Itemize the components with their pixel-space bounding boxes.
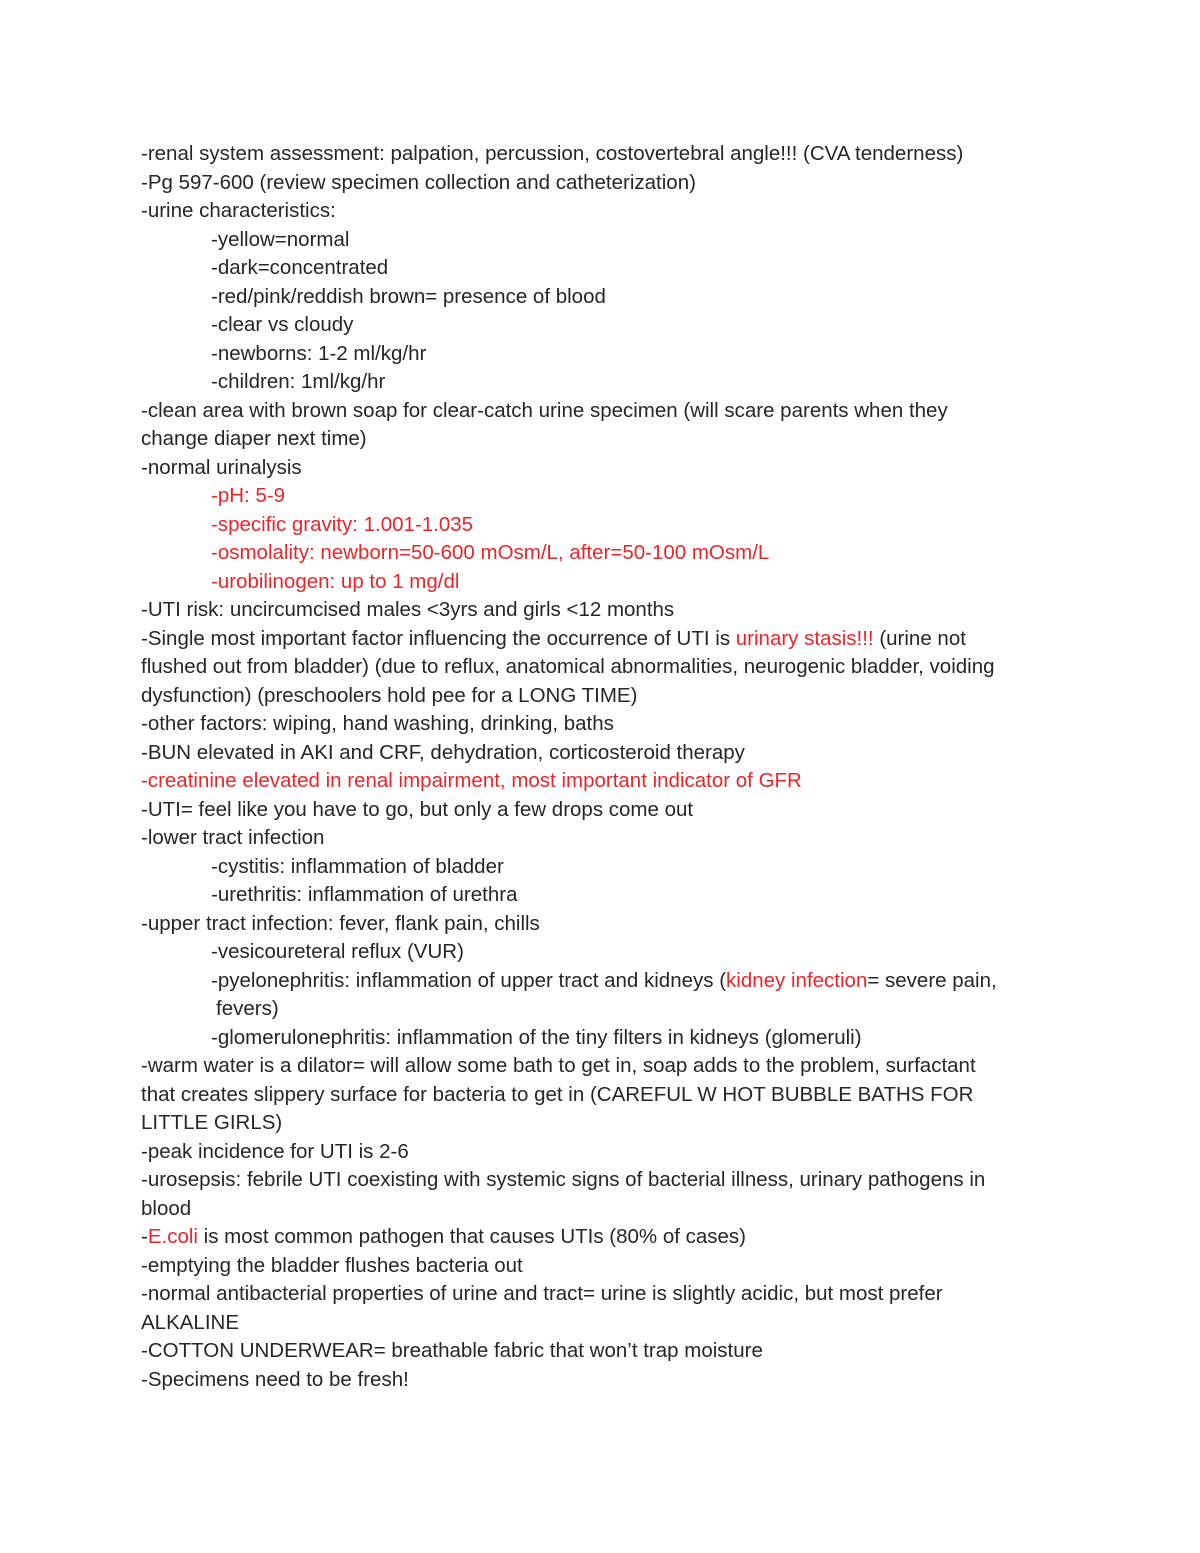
note-text: -pyelonephritis: inflammation of upper tract and kidneys ( <box>211 968 727 992</box>
note-text: -yellow=normal <box>211 227 350 251</box>
note-text: -dark=concentrated <box>211 256 389 279</box>
note-text: -UTI risk: uncircumcised males <3yrs and girls <12 months <box>141 598 675 621</box>
note-text: -COTTON UNDERWEAR= breathable fabric that won’t trap moisture <box>141 1339 763 1362</box>
note-text: -Pg 597-600 (review specimen collection and catheterization) <box>141 170 696 194</box>
note-line <box>141 311 1071 340</box>
note-text: = severe pain, <box>867 968 997 992</box>
note-line <box>141 1195 1071 1224</box>
note-text: fevers) <box>216 997 279 1020</box>
note-line <box>141 169 1071 198</box>
note-text: -cystitis: inflammation of bladder <box>211 854 504 878</box>
note-line <box>141 1280 1071 1309</box>
highlighted-text: kidney infection <box>726 968 868 992</box>
note-text: blood <box>141 1196 192 1220</box>
note-text: -emptying the bladder flushes bacteria out <box>141 1253 523 1277</box>
note-line <box>141 625 1071 654</box>
highlighted-text: -osmolality: newborn=50-600 mOsm/L, after=50-100 mOsm/L <box>211 541 770 564</box>
note-line <box>141 1024 1071 1053</box>
note-line <box>141 1366 1071 1395</box>
note-line <box>141 397 1071 426</box>
note-text: (urine not <box>873 626 966 650</box>
note-line <box>141 482 1071 511</box>
note-text: -red/pink/reddish brown= presence of blood <box>211 284 606 308</box>
note-line <box>141 910 1071 939</box>
note-text: flushed out from bladder) (due to reflux, anatomical abnormalities, neurogenic bladder, voiding <box>141 655 995 678</box>
note-text: -other factors: wiping, hand washing, drinking, baths <box>141 712 614 735</box>
highlighted-text: E.coli <box>147 1225 198 1248</box>
note-text: -clean area with brown soap for clear-catch urine specimen (will scare parents when they <box>141 398 948 422</box>
note-line <box>141 995 1071 1024</box>
note-line <box>141 682 1071 711</box>
note-line <box>141 1138 1071 1167</box>
note-text: -clear vs cloudy <box>211 313 354 336</box>
note-text: -BUN elevated in AKI and CRF, dehydration, corticosteroid therapy <box>141 740 745 764</box>
notes-body <box>141 140 1071 1394</box>
note-line <box>141 938 1071 967</box>
note-text: - <box>141 1225 148 1248</box>
note-text: -urosepsis: febrile UTI coexisting with systemic signs of bacterial illness, urinary pathogens in <box>141 1168 986 1191</box>
note-line <box>141 1337 1071 1366</box>
note-line <box>141 1223 1071 1252</box>
note-text: -warm water is a dilator= will allow some bath to get in, soap adds to the problem, surfactant <box>141 1054 976 1077</box>
highlighted-text: urinary stasis!!! <box>735 626 874 650</box>
note-text: -children: 1ml/kg/hr <box>211 370 386 393</box>
note-line <box>141 767 1071 796</box>
note-line <box>141 340 1071 369</box>
note-line <box>141 283 1071 312</box>
note-text: -glomerulonephritis: inflammation of the tiny filters in kidneys (glomeruli) <box>211 1025 862 1049</box>
note-text: -lower tract infection <box>141 826 325 849</box>
note-line <box>141 1252 1071 1281</box>
note-text: -Specimens need to be fresh! <box>141 1367 409 1391</box>
note-line <box>141 368 1071 397</box>
note-text: -upper tract infection: fever, flank pain, chills <box>141 911 540 935</box>
highlighted-text: -specific gravity: 1.001-1.035 <box>211 512 474 536</box>
note-text: dysfunction) (preschoolers hold pee for a LONG TIME) <box>141 683 638 707</box>
note-text: -vesicoureteral reflux (VUR) <box>211 940 464 963</box>
note-text: -normal antibacterial properties of urine and tract= urine is slightly acidic, but most prefer <box>141 1282 943 1305</box>
note-line <box>141 568 1071 597</box>
note-line <box>141 796 1071 825</box>
note-line <box>141 881 1071 910</box>
note-text: -newborns: 1-2 ml/kg/hr <box>211 341 427 365</box>
note-text: -urethritis: inflammation of urethra <box>211 883 518 906</box>
highlighted-text: -pH: 5-9 <box>211 484 286 507</box>
note-text: LITTLE GIRLS) <box>141 1111 283 1134</box>
note-line <box>141 596 1071 625</box>
note-text: -peak incidence for UTI is 2-6 <box>141 1139 409 1163</box>
note-line <box>141 197 1071 226</box>
note-line <box>141 853 1071 882</box>
note-line <box>141 454 1071 483</box>
highlighted-text: -creatinine elevated in renal impairment, most important indicator of GFR <box>141 769 802 792</box>
note-line <box>141 226 1071 255</box>
note-line <box>141 140 1071 169</box>
note-text: change diaper next time) <box>141 427 367 450</box>
note-line <box>141 653 1071 682</box>
note-line <box>141 1166 1071 1195</box>
note-text: that creates slippery surface for bacteria to get in (CAREFUL W HOT BUBBLE BATHS FOR <box>141 1082 974 1106</box>
note-text: ALKALINE <box>141 1310 239 1334</box>
note-line <box>141 1309 1071 1338</box>
note-text: -Single most important factor influencing the occurrence of UTI is <box>141 626 736 650</box>
note-line <box>141 739 1071 768</box>
note-line <box>141 824 1071 853</box>
note-line <box>141 425 1071 454</box>
note-line <box>141 1109 1071 1138</box>
note-line <box>141 1052 1071 1081</box>
note-text: -renal system assessment: palpation, percussion, costovertebral angle!!! (CVA tenderness) <box>141 142 964 165</box>
note-line <box>141 511 1071 540</box>
note-line <box>141 710 1071 739</box>
note-text: -UTI= feel like you have to go, but only a few drops come out <box>141 797 694 821</box>
note-line <box>141 539 1071 568</box>
note-text: is most common pathogen that causes UTIs (80% of cases) <box>197 1225 747 1248</box>
note-line <box>141 967 1071 996</box>
note-line <box>141 1081 1071 1110</box>
note-text: -urine characteristics: <box>141 199 336 222</box>
note-text: -normal urinalysis <box>141 455 302 479</box>
note-line <box>141 254 1071 283</box>
highlighted-text: -urobilinogen: up to 1 mg/dl <box>211 569 460 593</box>
